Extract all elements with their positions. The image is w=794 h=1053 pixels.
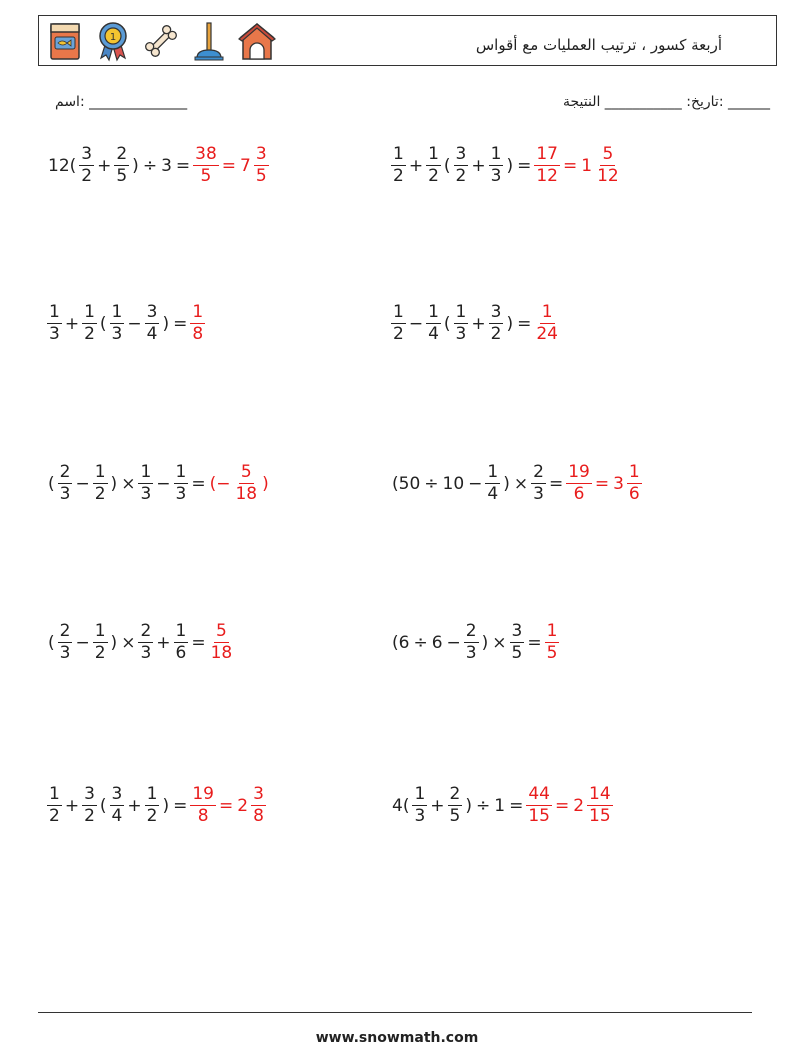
fraction [587,786,613,825]
denominator: 2 [428,166,439,186]
fraction [138,464,153,503]
denominator: 5 [546,643,558,663]
expression-token: 4( [392,795,410,816]
answer [192,146,270,185]
expression-token: − [468,473,483,494]
expression-token: 3 [161,155,172,176]
denominator: 4 [487,484,499,504]
medal-icon [93,20,133,62]
numerator: 1 [393,302,404,322]
header-icons [45,20,277,62]
fraction [114,146,129,185]
numerator: 19 [568,462,590,482]
fraction [510,623,525,662]
numerator: 5 [240,462,252,482]
expression-token: = [218,795,234,816]
expression-token: 2 [573,795,585,816]
answer [544,623,561,662]
numerator: 2 [140,621,152,641]
denominator: 3 [175,484,187,504]
expression-token: − [446,632,461,653]
expression-token: + [430,795,445,816]
fraction [534,304,560,343]
denominator: 18 [210,643,233,663]
fraction [485,464,500,503]
numerator: 3 [253,784,264,804]
denominator: 15 [528,806,550,826]
numerator: 1 [140,462,152,482]
fraction [489,304,504,343]
expression-token: 12( [48,155,77,176]
fraction [464,623,479,662]
expression-token: × [513,473,529,494]
numerator: 1 [146,784,158,804]
denominator: 12 [536,166,558,186]
expression-token: = [594,473,610,494]
numerator: 14 [589,784,611,804]
plunger-icon [189,20,229,62]
fraction [454,146,469,185]
expression-token: = [191,632,206,653]
numerator: 2 [116,144,128,164]
denominator: 6 [628,484,640,504]
expression-token: ) [481,632,489,653]
fraction [110,304,125,343]
numerator: 3 [146,302,158,322]
expression-token: 1 [494,795,506,816]
fraction [47,786,62,825]
denominator: 4 [111,806,123,826]
denominator: 4 [146,324,158,344]
numerator: 1 [541,302,553,322]
denominator: 15 [589,806,611,826]
denominator: 8 [253,806,264,826]
numerator: 1 [428,144,439,164]
footer-site: www.snowmath.com [315,1030,479,1046]
fraction [251,786,266,825]
denominator: 5 [200,166,212,186]
problem-6 [390,464,643,503]
denominator: 3 [533,484,544,504]
fraction [426,304,441,343]
fraction [534,146,560,185]
fraction [526,786,552,825]
expression-token: ( [443,155,451,176]
numerator: 1 [546,621,558,641]
numerator: 1 [490,144,502,164]
expression-token: ) [110,632,118,653]
denominator: 5 [511,643,523,663]
fraction [566,464,592,503]
fraction [79,146,94,185]
expression-token: × [121,632,136,653]
fraction [82,304,97,343]
expression-token: ( [99,795,107,816]
numerator: 1 [94,462,106,482]
denominator: 5 [255,166,267,186]
fraction [254,146,269,185]
fraction [58,623,73,662]
expression-token: × [121,473,136,494]
answer [533,146,621,185]
numerator: 1 [628,462,640,482]
numerator: 1 [84,302,95,322]
denominator: 3 [414,806,426,826]
denominator: 8 [197,806,209,826]
expression-token: ) [506,313,514,334]
problem-1 [46,146,270,185]
denominator: 2 [393,324,404,344]
expression-token: ÷ [142,155,158,176]
denominator: 2 [393,166,404,186]
expression-token: ÷ [476,795,491,816]
numerator: 3 [511,621,523,641]
denominator: 8 [192,324,204,344]
fraction [193,146,219,185]
fraction [233,464,259,503]
denominator: 5 [116,166,128,186]
denominator: 3 [465,643,477,663]
expression-token: (50 [392,473,421,494]
problem-10 [390,786,614,825]
numerator: 38 [195,144,217,164]
denominator: 6 [175,643,187,663]
expression-token: = [191,473,206,494]
answer [208,464,271,503]
expression-token: = [554,795,570,816]
numerator: 2 [59,462,71,482]
expression-token: 10 [442,473,465,494]
numerator: 1 [175,462,187,482]
fraction [174,623,189,662]
numerator: 3 [455,144,467,164]
denominator: 2 [490,324,502,344]
numerator: 1 [49,302,60,322]
fraction [190,304,205,343]
numerator: 2 [449,784,461,804]
expression-token: ) [262,473,269,494]
fraction [426,146,441,185]
doghouse-icon [237,20,277,62]
expression-token: ÷ [424,473,439,494]
fraction [93,464,108,503]
denominator: 2 [84,806,95,826]
expression-token: = [509,795,524,816]
fraction [391,146,406,185]
expression-token: ( [48,473,55,494]
expression-token: − [156,473,171,494]
denominator: 3 [59,484,71,504]
expression-token: + [64,795,80,816]
fraction [93,623,108,662]
fraction [545,623,560,662]
fraction [412,786,427,825]
denominator: 12 [597,166,619,186]
expression-token: + [64,313,80,334]
expression-token: = [517,313,532,334]
fraction [145,786,160,825]
denominator: 2 [146,806,158,826]
denominator: 2 [94,643,106,663]
expression-token: (6 [392,632,410,653]
numerator: 3 [81,144,93,164]
numerator: 1 [428,302,439,322]
numerator: 2 [533,462,544,482]
numerator: 2 [59,621,71,641]
name-line: ______________ :اسم [55,94,188,110]
expression-token: ) [506,155,514,176]
expression-token: + [471,313,486,334]
fraction [627,464,642,503]
fraction [58,464,73,503]
expression-token: + [127,795,142,816]
denominator: 2 [94,484,106,504]
expression-token: × [492,632,507,653]
expression-token: 7 [240,155,251,176]
fraction [454,304,469,343]
numerator: 1 [414,784,426,804]
expression-token: ( [443,313,451,334]
expression-token: = [548,473,564,494]
fraction [145,304,160,343]
footer-divider [38,1012,752,1013]
denominator: 3 [490,166,502,186]
problem-7 [46,623,235,662]
fraction [110,786,125,825]
expression-token: + [471,155,486,176]
date-score-line: ______ :تاريخ: ___________ النتيجة [562,94,770,110]
numerator: 3 [111,784,123,804]
denominator: 6 [573,484,585,504]
numerator: 1 [49,784,60,804]
expression-token: = [173,313,188,334]
expression-token: − [75,632,90,653]
worksheet-title: أربعة كسور ، ترتيب العمليات مع أقواس [475,36,722,54]
expression-token: + [156,632,171,653]
fraction [209,623,235,662]
expression-token: ÷ [413,632,428,653]
problem-5 [46,464,271,503]
denominator: 2 [84,324,95,344]
expression-token: 3 [613,473,624,494]
numerator: 1 [94,621,106,641]
denominator: 5 [449,806,461,826]
expression-token: 1 [581,155,593,176]
fraction [190,786,216,825]
expression-token: + [97,155,112,176]
expression-token: (− [209,473,231,494]
numerator: 17 [536,144,558,164]
expression-token: + [408,155,424,176]
expression-token: ) [465,795,472,816]
numerator: 2 [465,621,477,641]
fraction [595,146,621,185]
numerator: 1 [487,462,499,482]
expression-token: − [75,473,90,494]
expression-token: − [127,313,142,334]
fraction [138,623,153,662]
fraction [82,786,97,825]
problem-8 [390,623,560,662]
expression-token: = [173,795,188,816]
numerator: 44 [528,784,550,804]
numerator: 1 [175,621,187,641]
answer [189,786,267,825]
answer [189,304,206,343]
answer [533,304,561,343]
expression-token: − [408,313,424,334]
expression-token: ) [162,313,170,334]
expression-token: 2 [237,795,249,816]
numerator: 1 [192,302,204,322]
numerator: 3 [255,144,267,164]
numerator: 3 [490,302,502,322]
expression-token: ) [503,473,510,494]
numerator: 19 [192,784,214,804]
expression-token: ) [162,795,170,816]
expression-token: ) [132,155,139,176]
denominator: 18 [235,484,258,504]
problem-3 [46,304,206,343]
expression-token: 6 [431,632,443,653]
fraction [47,304,62,343]
fraction [448,786,463,825]
numerator: 5 [216,621,227,641]
answer [525,786,613,825]
denominator: 2 [455,166,467,186]
denominator: 3 [59,643,71,663]
numerator: 1 [393,144,404,164]
expression-token: ( [48,632,55,653]
denominator: 3 [49,324,60,344]
expression-token: = [527,632,542,653]
numerator: 1 [111,302,123,322]
answer [565,464,643,503]
svg-text:1: 1 [109,32,117,43]
fraction [531,464,546,503]
numerator: 3 [84,784,95,804]
problem-9 [46,786,267,825]
expression-token: = [562,155,578,176]
problem-2 [390,146,622,185]
expression-token: ( [99,313,107,334]
denominator: 4 [428,324,439,344]
bone-icon [141,20,181,62]
fraction [391,304,406,343]
numerator: 5 [602,144,614,164]
fraction [174,464,189,503]
fish-food-icon [45,20,85,62]
worksheet-header [38,15,777,66]
answer [208,623,236,662]
denominator: 24 [536,324,558,344]
denominator: 3 [111,324,123,344]
fraction [489,146,504,185]
expression-token: = [175,155,191,176]
expression-token: ) [110,473,118,494]
expression-token: = [517,155,532,176]
problem-4 [390,304,561,343]
denominator: 3 [140,484,152,504]
denominator: 3 [455,324,467,344]
expression-token: = [221,155,237,176]
denominator: 2 [49,806,60,826]
numerator: 1 [455,302,467,322]
denominator: 3 [140,643,152,663]
denominator: 2 [81,166,93,186]
